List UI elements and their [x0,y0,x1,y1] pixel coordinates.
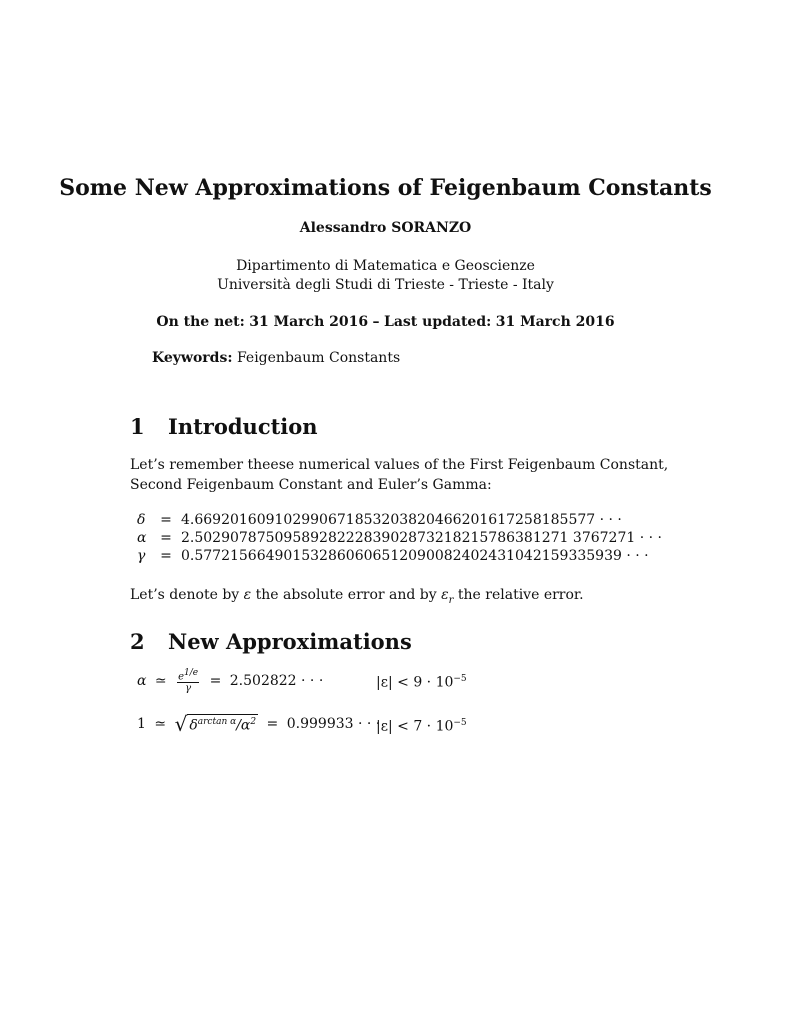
constant-symbol: γ [137,548,146,564]
constant-equals: = [160,530,172,546]
section-title: Introduction [168,414,318,439]
approximation-alpha-error [376,674,467,691]
on-net-date: 31 March 2016 [249,314,369,330]
approximation-alpha [137,668,323,694]
error-exponent: −5 [453,674,467,684]
approx-value: 0.999933 · · · [286,716,381,732]
affiliation-university: Università degli Studi di Trieste - Trieste - Italy [217,277,554,293]
approx-fraction [177,668,199,694]
radicand-divisor: /α [236,717,251,734]
dates-separator: – [372,314,380,330]
epsilon-subscript: r [448,594,454,606]
approx-value: 2.502822 · · · [229,673,324,690]
constant-gamma [137,548,649,564]
constant-equals: = [160,512,172,528]
radicand-divisor-exponent: 2 [250,717,257,728]
approximation-one [137,712,380,736]
keywords-label: Keywords: [152,350,233,366]
square-root [175,712,259,736]
keywords-line [152,350,400,366]
updated-label: Last updated: [384,314,492,330]
constant-delta [137,512,622,528]
text-run: the relative error. [453,587,584,603]
dates-line [0,314,771,330]
error-exponent: −5 [453,718,467,728]
section-title: New Approximations [168,629,412,654]
radicand-exponent: arctan α [197,717,237,728]
error-bound: |ε| < 9 · 10 [376,674,454,691]
constant-alpha [137,530,662,546]
approx-lhs: α [137,673,147,690]
text-run: the absolute error and by [251,587,442,603]
constant-value: 0.577215664901532860606512090082402431042159335939 · · · [181,548,649,564]
approx-relation: ≃ [154,716,167,732]
author-name: Alessandro SORANZO [299,220,472,236]
intro-paragraph-line-1: Let’s remember theese numerical values of the First Feigenbaum Constant, [130,457,669,473]
approx-lhs: 1 [137,716,146,732]
constant-value: 2.502907875095892822283902873218215786381271 3767271 · · · [181,530,662,546]
intro-paragraph-line-2: Second Feigenbaum Constant and Euler’s Gamma: [130,477,492,493]
approx-relation: ≃ [154,673,167,690]
constant-symbol: δ [137,512,146,528]
approx-equals: = [266,716,279,732]
constant-equals: = [160,548,172,564]
approximation-one-error [376,718,467,735]
fraction-numerator-exponent: 1/e [184,668,199,678]
error-definition-paragraph [130,585,584,611]
fraction-denominator: γ [185,683,192,695]
section-number: 1 [130,414,145,439]
section-heading-new-approximations [130,629,412,654]
updated-date: 31 March 2016 [495,314,615,330]
constant-symbol: α [137,530,147,546]
on-net-label: On the net: [156,314,245,330]
approx-equals: = [209,673,222,690]
section-number: 2 [130,629,145,654]
epsilon-symbol: ε [243,587,252,603]
keywords-value: Feigenbaum Constants [236,350,401,366]
fraction-numerator-base: e [178,671,185,683]
radicand [187,714,258,734]
radical-sign: √ [174,712,188,736]
radicand-base: δ [189,717,198,734]
constant-value: 4.669201609102990671853203820466201617258185577 · · · [181,512,622,528]
epsilon-r-symbol: ε [441,587,449,603]
error-bound: |ε| < 7 · 10 [376,718,454,735]
paper-title: Some New Approximations of Feigenbaum Constants [59,175,712,201]
section-heading-introduction [130,414,318,439]
affiliation-department: Dipartimento di Matematica e Geoscienze [236,258,535,274]
text-run: Let’s denote by [130,587,244,603]
